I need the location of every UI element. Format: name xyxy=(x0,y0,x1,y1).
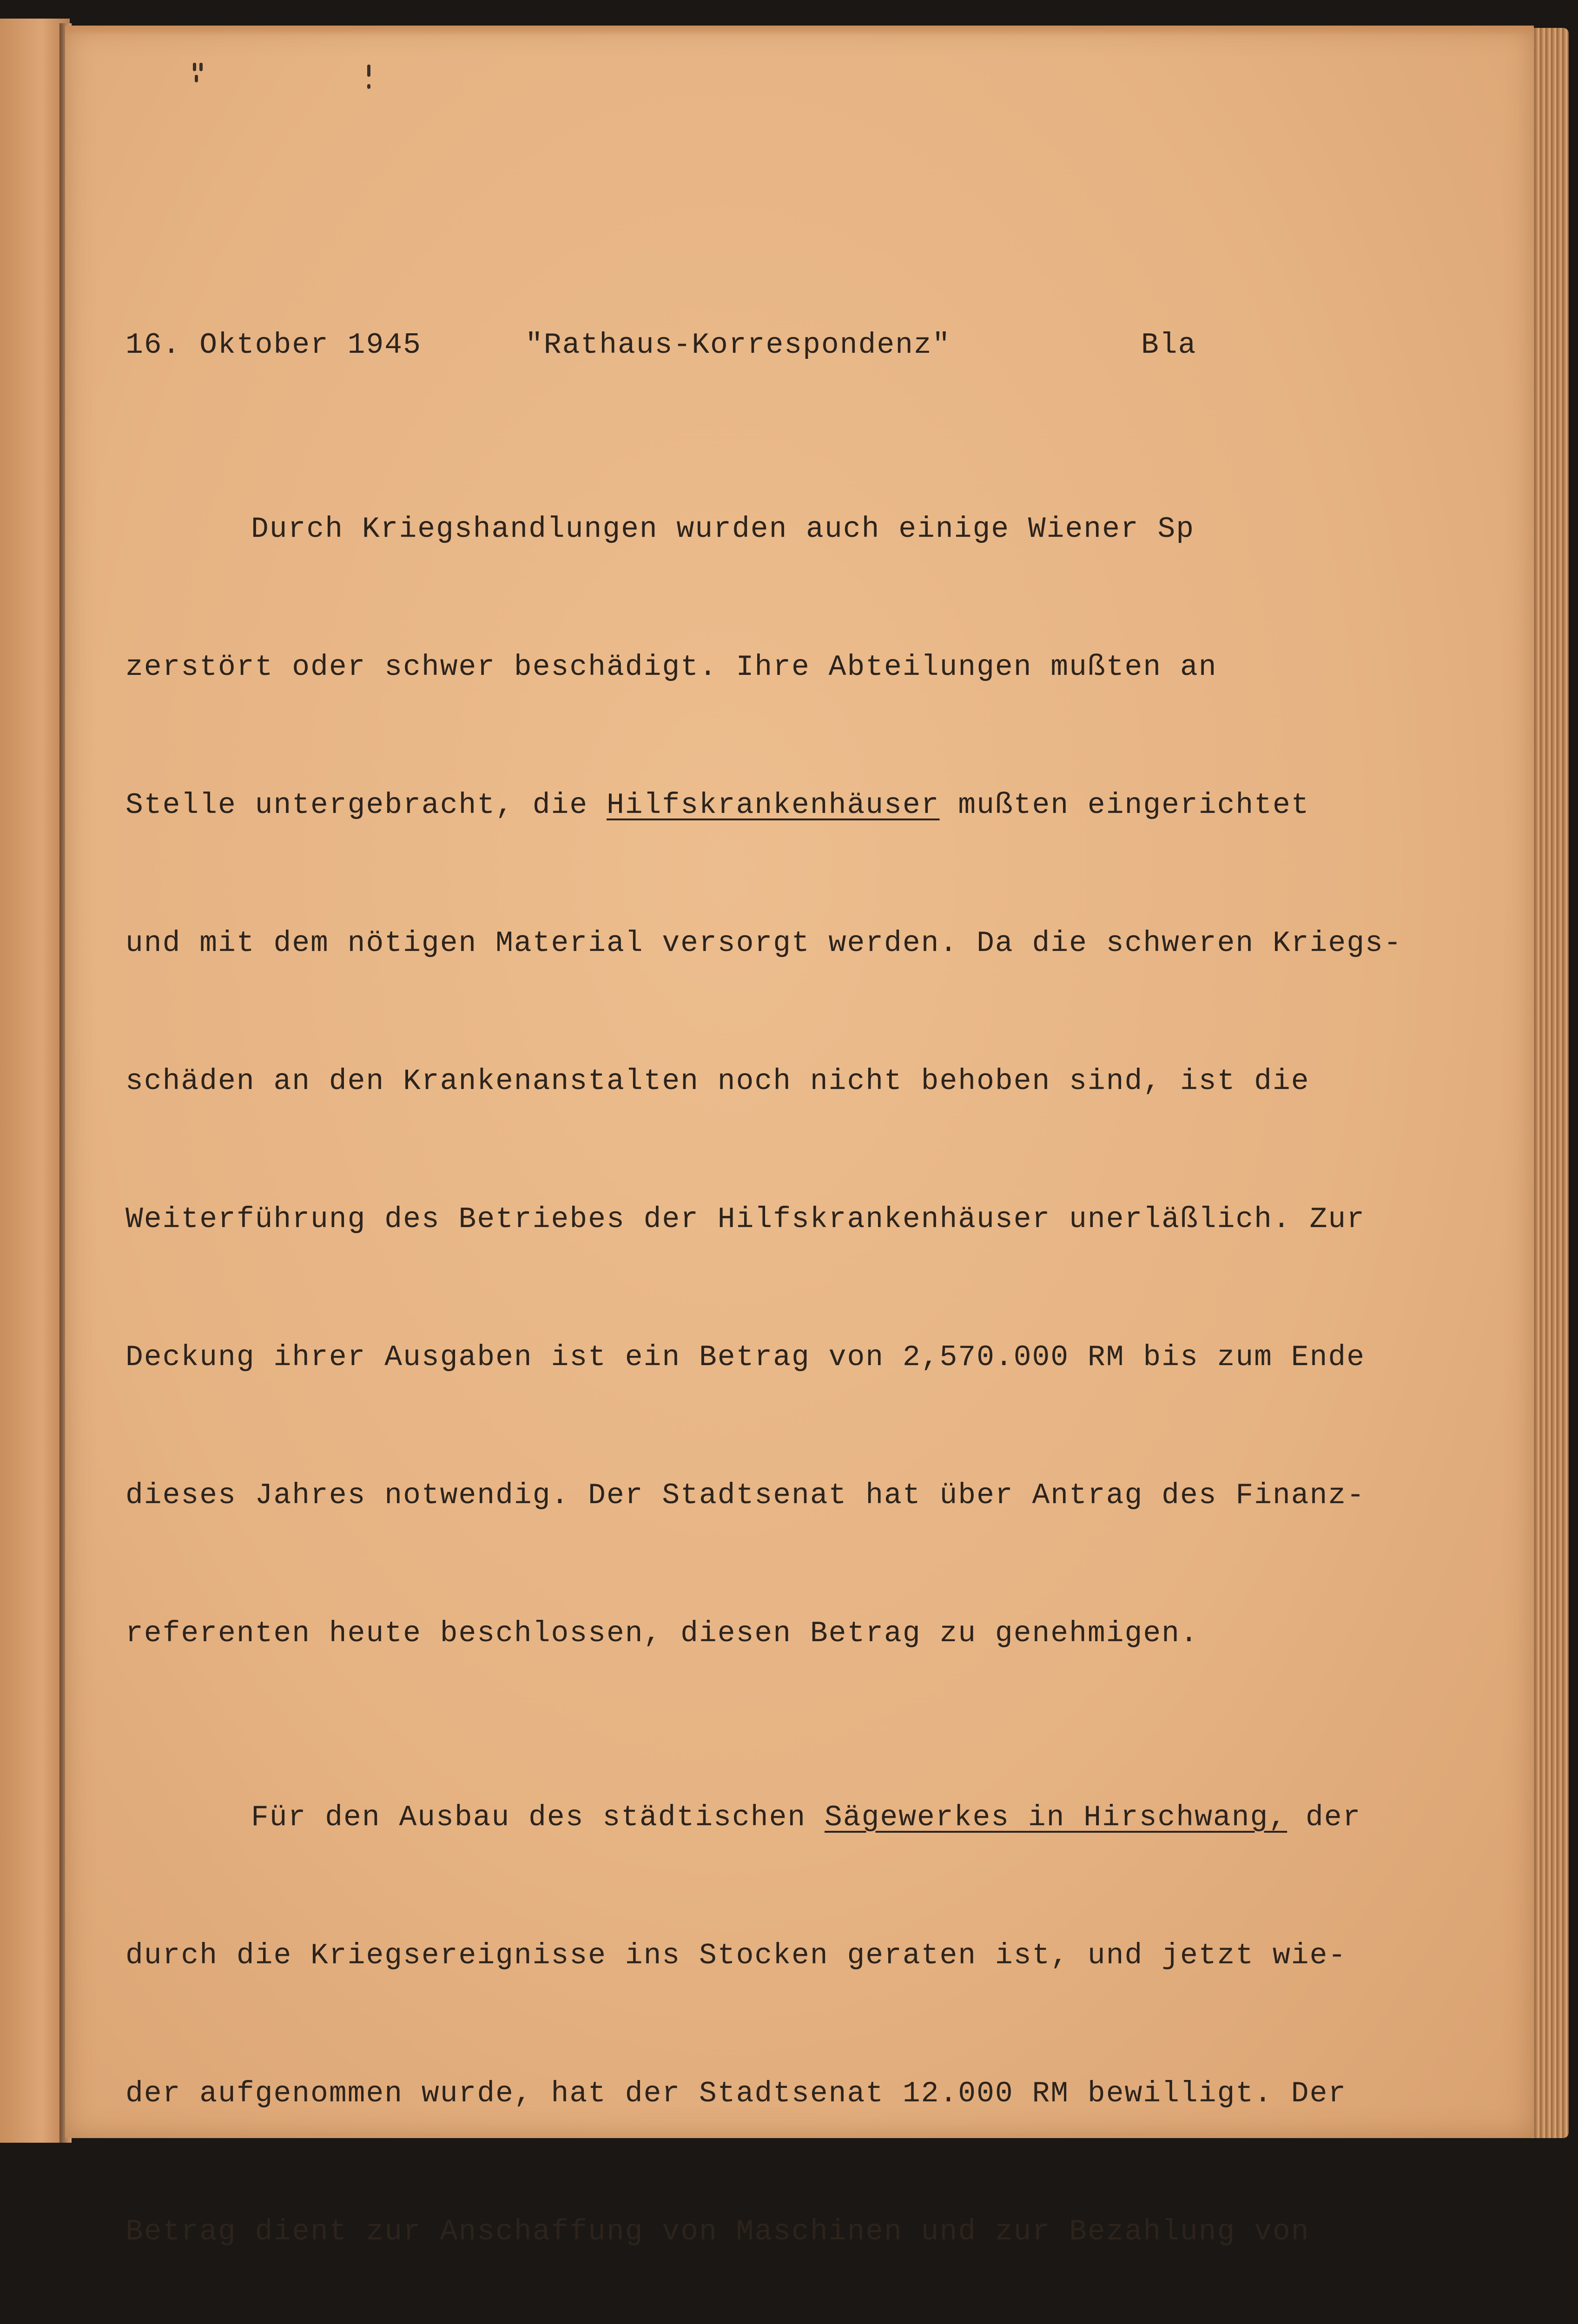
text-line: und mit dem nötigen Material versorgt werden. Da die schweren Kriegs- xyxy=(125,927,1402,960)
text-line xyxy=(125,1795,1436,1841)
text-line: Betrag dient zur Anschaffung von Maschinen und zur Bezahlung von xyxy=(125,2215,1310,2248)
text-line xyxy=(125,782,1436,828)
header-line xyxy=(125,322,1436,368)
typed-text-block xyxy=(125,230,1436,2324)
text-line: Deckung ihrer Ausgaben ist ein Betrag von 2,570.000 RM bis zum Ende xyxy=(125,1341,1366,1374)
text-line: Durch Kriegshandlungen wurden auch einige Wiener Sp xyxy=(251,513,1195,546)
text-span: Für den Ausbau des städtischen xyxy=(251,1801,825,1834)
text-line: durch die Kriegsereignisse ins Stocken geraten ist, und jetzt wie- xyxy=(125,1939,1347,1972)
header-sheet: Bla xyxy=(1141,329,1197,362)
underlined-term: Hilfskrankenhäuser xyxy=(606,789,940,822)
underlined-term: Sägewerkes in Hirschwang, xyxy=(825,1801,1287,1834)
header-date: 16. Oktober 1945 xyxy=(125,329,422,362)
text-line: schäden an den Krankenanstalten noch nicht behoben sind, ist die xyxy=(125,1065,1310,1098)
text-span: der xyxy=(1287,1801,1361,1834)
text-line: Weiterführung des Betriebes der Hilfskrankenhäuser unerläßlich. Zur xyxy=(125,1203,1366,1236)
header-publication: "Rathaus-Korrespondenz" xyxy=(525,329,951,362)
text-line: zerstört oder schwer beschädigt. Ihre Abteilungen mußten an xyxy=(125,651,1217,684)
text-span: Stelle untergebracht, die xyxy=(125,789,607,822)
text-line: dieses Jahres notwendig. Der Stadtsenat hat über Antrag des Finanz- xyxy=(125,1479,1366,1512)
page-top-edge xyxy=(65,26,1534,36)
text-line: referenten heute beschlossen, diesen Betrag zu genehmigen. xyxy=(125,1617,1199,1650)
text-line: der aufgenommen wurde, hat der Stadtsenat 12.000 RM bewilligt. Der xyxy=(125,2077,1347,2110)
punch-marks xyxy=(184,58,397,95)
text-span: mußten eingerichtet xyxy=(939,789,1310,822)
